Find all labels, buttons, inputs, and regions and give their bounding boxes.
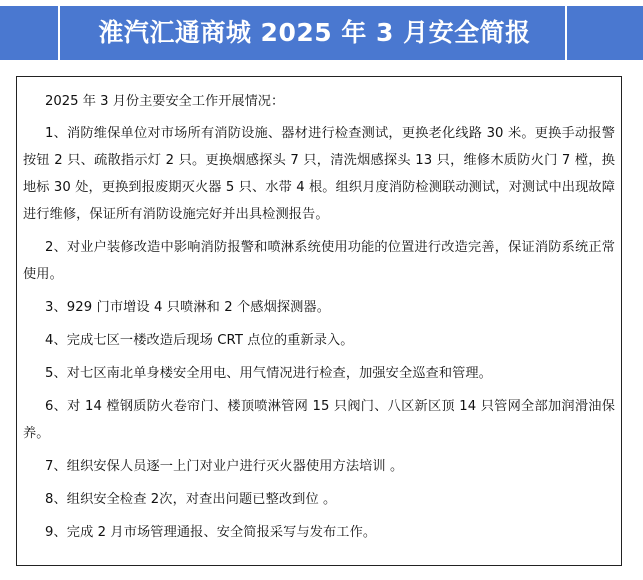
report-body (16, 76, 622, 566)
report-item-3: 3、929 门市增设 4 只喷淋和 2 个感烟探测器。 (45, 300, 330, 315)
report-item-8: 8、组织安全检查 2次，对查出问题已整改到位 。 (45, 492, 337, 507)
report-item-1: 1、消防维保单位对市场所有消防设施、器材进行检查测试，更换老化线路 30 米。更换手动报警按钮 2 只、疏散指示灯 2 只。更换烟感探头 7 只，清洗烟感探头 13 只，维修木质防火门 7 樘，换地标 30 处，更换到报废期灭火器 5 只、水带 4 根。组织月度消防检测联动测试，对测试中出现故障进行维修，保证所有消防设施完好并出具检测报告。 (23, 126, 615, 222)
report-item-5: 5、对七区南北单身楼安全用电、用气情况进行检查，加强安全巡查和管理。 (45, 366, 492, 381)
page-title: 淮汽汇通商城 2025 年 3 月安全简报 (98, 18, 531, 47)
report-item-7: 7、组织安保人员逐一上门对业户进行灭火器使用方法培训 。 (45, 459, 404, 474)
title-bar (0, 6, 643, 60)
report-item-4: 4、完成七区一楼改造后现场 CRT 点位的重新录入。 (45, 333, 354, 348)
report-item-9: 9、完成 2 月市场管理通报、安全简报采写与发布工作。 (45, 525, 377, 540)
title-bar-divider-left (58, 6, 60, 60)
report-item-6: 6、对 14 樘钢质防火卷帘门、楼顶喷淋管网 15 只阀门、八区新区顶 14 只管网全部加润滑油保养。 (23, 399, 615, 441)
report-item-2: 2、对业户装修改造中影响消防报警和喷淋系统使用功能的位置进行改造完善，保证消防系统正常使用。 (23, 240, 615, 282)
report-intro: 2025 年 3 月份主要安全工作开展情况： (45, 94, 285, 109)
title-bar-divider-right (565, 6, 567, 60)
